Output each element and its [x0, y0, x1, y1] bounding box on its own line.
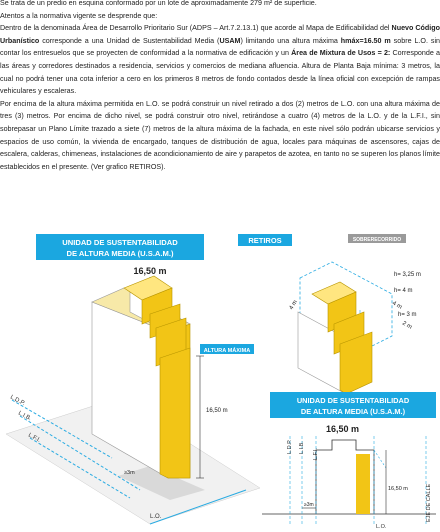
section-facade: [356, 454, 370, 514]
ldp-label: L.D.P.: [9, 394, 26, 408]
sobrerecorrido-label: SOBRERECORRIDO: [352, 237, 402, 243]
retiro-2m-label: 2 m: [401, 320, 413, 331]
h3-label: h= 3 m: [398, 312, 417, 318]
lib-label: L.I.B.: [17, 410, 33, 423]
section-title-line1: UNIDAD DE SUSTENTABILIDAD: [296, 396, 410, 405]
retiros-diagram: [238, 234, 421, 394]
usam-height: 16,50 m: [133, 266, 167, 276]
section-title-line2: DE ALTURA MEDIA (U.S.A.M.): [300, 407, 406, 416]
section-lo-label: L.O.: [376, 524, 387, 530]
usam-diagram: [6, 234, 260, 524]
usam-title-line2: DE ALTURA MEDIA (U.S.A.M.): [66, 249, 174, 258]
width-dim-label: ≥3m: [124, 470, 135, 476]
section-width-dim-label: ≥3m: [304, 502, 314, 508]
paragraph-2: Por encima de la altura máxima permitida en L.O. se podrá construir un nivel retirado a dos (2) metros de L.O. con una altura máxima de tres (3) metros. Por encima de dicho nivel, se podrá construir otro nivel, retirándose a cuatro (4) metros de la L.O. y de la L.F.I., sin sobrepasar un Plano Límite trazado a siete (7) metros de la altura máxima de la fachada, en este nivel sólo podrán ubicarse servicios y espacios de uso común, la vivienda de encargado, tanques de distribución de agua, locales para máquinas de ascensores, cajas de escalera, calderas, chimeneas, instalaciones de acondicionamiento de aire y parapetos de azotea, en tanto no se superen los planos límite establecidos en el presente. (Ver grafico RETIROS).: [0, 99, 440, 171]
side-4m-label: 4 m: [288, 299, 300, 312]
altura-maxima-label: ALTURA MÁXIMA: [203, 348, 251, 354]
section-height-dim-label: 16,50 m: [388, 486, 408, 492]
h4-label: h= 4 m: [394, 288, 413, 294]
lo-label: L.O.: [150, 514, 162, 520]
intro-line: Se trata de un predio en esquina conformado por un lote de aproximadamente 279 m² de superficie.: [0, 0, 317, 7]
retiros-title: RETIROS: [248, 236, 282, 245]
section-ldp-label: L.D.P.: [287, 439, 293, 454]
h325-label: h= 3,25 m: [394, 272, 421, 278]
paragraph-1: Dentro de la denominada Área de Desarrollo Prioritario Sur (ADPS – Art.7.2.13.1) que acorde al Mapa de Edificabilidad del Nuevo Código Urbanístico corresponde a una Unidad de Sustentabilidad Media (USAM) limitando una altura máxima hmáx=16.50 m sobre L.O. sin contar los entresuelos que se proyecten de conformidad a la normativa de edificación y un Área de Mixtura de Usos = 2: Corresponde a las áreas y corredores destinados a residencia, servicios y comercios de mediana afluencia. Altura de Planta Baja mínima: 3 metros, la cual no podrá tener una cota inferior a cero en los primeros 8 metros de fondo contados desde la línea oficial con excepción de rampas vehiculares y escaleras.: [0, 24, 440, 96]
figure-diagram: [0, 228, 440, 532]
section-limit-plane: [374, 450, 386, 468]
building-front-lower: [160, 348, 190, 478]
eje-calle-label: EJE DE CALLE: [426, 483, 432, 522]
usam-title-line1: UNIDAD DE SUSTENTABILIDAD: [62, 238, 178, 247]
section-lfi-label: L.F.I.: [313, 448, 319, 460]
section-diagram: [262, 392, 436, 530]
normativa-line: Atentos a la normativa vigente se desprende que:: [0, 11, 158, 20]
retiro-4m-label: 4 m: [391, 300, 403, 311]
section-lib-label: L.I.B.: [299, 441, 305, 454]
lfi-label: L.F.I.: [27, 432, 42, 444]
section-height: 16,50 m: [326, 424, 360, 434]
height-dim-label: 16,50 m: [206, 408, 228, 414]
document-text: [0, 0, 440, 173]
